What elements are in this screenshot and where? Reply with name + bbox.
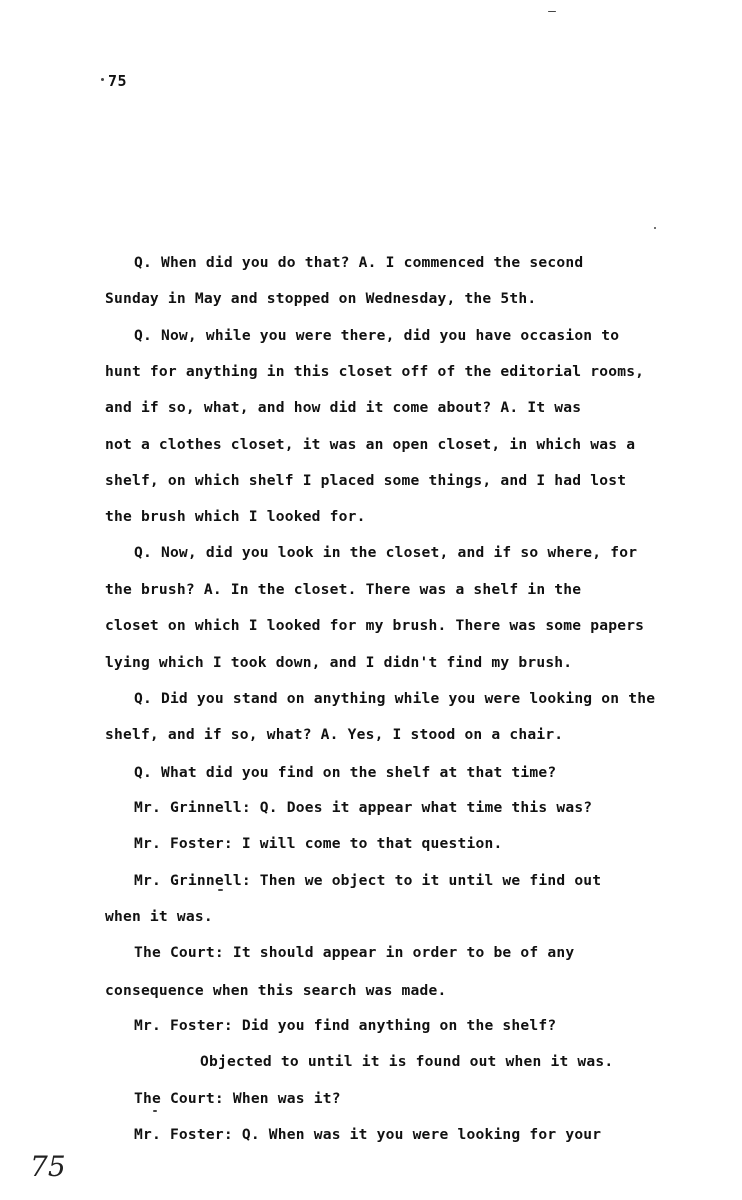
transcript-line-23: Objected to until it is found out when it was.: [200, 1053, 614, 1070]
transcript-line-20: The Court: It should appear in order to be of any: [134, 944, 575, 961]
transcript-line-19: when it was.: [105, 908, 213, 925]
ink-speck: [218, 889, 223, 891]
transcript-line-2: Sunday in May and stopped on Wednesday, the 5th.: [105, 290, 537, 307]
transcript-line-22: Mr. Foster: Did you find anything on the shelf?: [134, 1017, 557, 1034]
transcript-line-8: the brush which I looked for.: [105, 508, 366, 525]
transcript-line-9: Q. Now, did you look in the closet, and if so where, for: [134, 544, 638, 561]
transcript-line-7: shelf, on which shelf I placed some things, and I had lost: [105, 472, 627, 489]
handwritten-page-number: 75: [30, 1150, 66, 1183]
transcript-line-1: Q. When did you do that? A. I commenced the second: [134, 254, 584, 271]
transcript-line-13: Q. Did you stand on anything while you were looking on the: [134, 690, 656, 707]
transcript-line-17: Mr. Foster: I will come to that question.: [134, 835, 503, 852]
transcript-line-15: Q. What did you find on the shelf at that time?: [134, 764, 557, 781]
ink-speck: [153, 1110, 157, 1112]
transcript-line-12: lying which I took down, and I didn't find my brush.: [105, 654, 573, 671]
transcript-line-3: Q. Now, while you were there, did you have occasion to: [134, 327, 620, 344]
transcript-line-14: shelf, and if so, what? A. Yes, I stood on a chair.: [105, 726, 564, 743]
transcript-line-25: Mr. Foster: Q. When was it you were looking for your: [134, 1126, 602, 1143]
page-number: 75: [108, 72, 128, 90]
transcript-line-21: consequence when this search was made.: [105, 982, 447, 999]
ink-speck: [654, 227, 656, 229]
transcript-line-24: The Court: When was it?: [134, 1090, 341, 1107]
transcript-line-4: hunt for anything in this closet off of the editorial rooms,: [105, 363, 645, 380]
transcript-line-18: Mr. Grinnell: Then we object to it until we find out: [134, 872, 602, 889]
ink-speck: [101, 78, 104, 81]
transcript-line-5: and if so, what, and how did it come about? A. It was: [105, 399, 582, 416]
ink-speck: [548, 11, 556, 12]
transcript-line-11: closet on which I looked for my brush. There was some papers: [105, 617, 645, 634]
transcript-line-16: Mr. Grinnell: Q. Does it appear what time this was?: [134, 799, 593, 816]
transcript-line-6: not a clothes closet, it was an open closet, in which was a: [105, 436, 636, 453]
transcript-line-10: the brush? A. In the closet. There was a shelf in the: [105, 581, 582, 598]
